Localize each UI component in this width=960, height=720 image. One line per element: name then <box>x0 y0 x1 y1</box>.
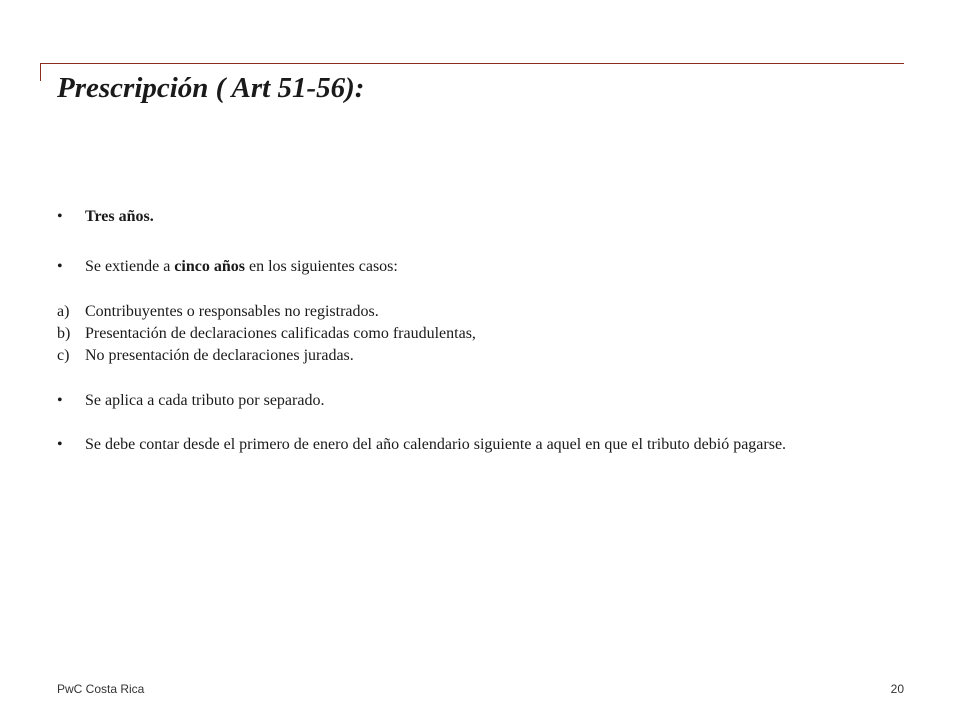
bullet-icon: • <box>57 392 63 409</box>
bullet-text: Se debe contar desde el primero de enero del año calendario siguiente a aquel en que el tributo debió pagarse. <box>85 436 787 453</box>
bullet-text-bold: Tres años. <box>85 208 154 225</box>
header-bracket <box>40 63 41 81</box>
footer-company: PwC Costa Rica <box>57 682 145 696</box>
case-text: Contribuyentes o responsables no registrados. <box>85 303 379 320</box>
page-number: 20 <box>890 682 904 696</box>
bullet-text: Se aplica a cada tributo por separado. <box>85 392 325 409</box>
bullet-text-post: en los siguientes casos: <box>244 258 398 275</box>
slide-title: Prescripción ( Art 51-56): <box>57 72 365 104</box>
case-text: Presentación de declaraciones calificadas como fraudulentas, <box>85 325 476 342</box>
bullet-icon: • <box>57 208 63 225</box>
bullet-icon: • <box>57 258 63 275</box>
header-rule <box>40 63 904 64</box>
bullet-text <box>85 257 885 277</box>
case-marker: b) <box>57 325 71 342</box>
bullet-text-bold: cinco años <box>174 258 245 275</box>
case-text: No presentación de declaraciones juradas. <box>85 347 354 364</box>
case-marker: a) <box>57 303 70 320</box>
bullet-text <box>85 207 885 227</box>
bullet-text-pre: Se extiende a <box>85 258 175 275</box>
case-marker: c) <box>57 347 70 364</box>
bullet-icon: • <box>57 436 63 453</box>
